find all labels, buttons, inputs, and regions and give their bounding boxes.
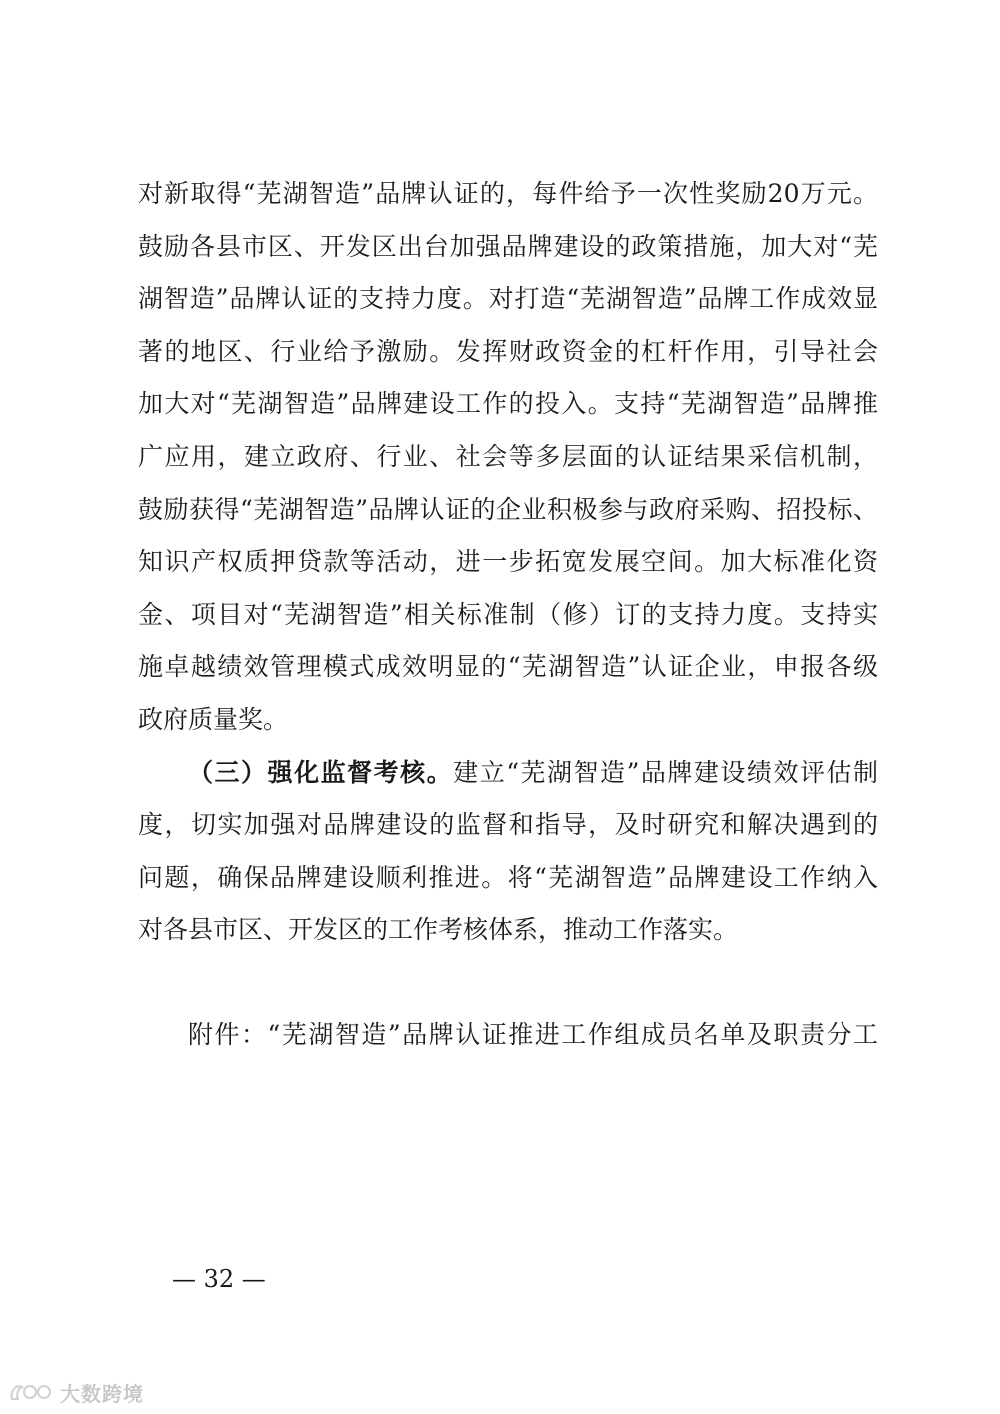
paragraph-line: 鼓励获得“芜湖智造”品牌认证的企业积极参与政府采购、招投标、	[138, 495, 878, 524]
attachment-line: 附件：“芜湖智造”品牌认证推进工作组成员名单及职责分工	[188, 1020, 878, 1049]
section-first-line-text: 建立“芜湖智造”品牌建设绩效评估制	[453, 758, 878, 787]
paragraph-line: 对各县市区、开发区的工作考核体系，推动工作落实。	[138, 915, 739, 944]
section-heading: （三）强化监督考核。	[188, 758, 454, 787]
paragraph-line: 金、项目对“芜湖智造”相关标准制（修）订的支持力度。支持实	[138, 600, 878, 629]
paragraph-line: 政府质量奖。	[138, 705, 289, 734]
watermark-logo-icon	[8, 1381, 56, 1403]
paragraph-line: 问题，确保品牌建设顺利推进。将“芜湖智造”品牌建设工作纳入	[138, 863, 878, 892]
paragraph-line: 施卓越绩效管理模式成效明显的“芜湖智造”认证企业，申报各级	[138, 652, 878, 681]
paragraph-line: 对新取得“芜湖智造”品牌认证的，每件给予一次性奖励20万元。	[138, 179, 878, 208]
watermark	[8, 1378, 144, 1406]
watermark-text: 大数跨境	[60, 1381, 144, 1406]
paragraph-line: 湖智造”品牌认证的支持力度。对打造“芜湖智造”品牌工作成效显	[138, 284, 878, 313]
paragraph-line: 知识产权质押贷款等活动，进一步拓宽发展空间。加大标准化资	[138, 547, 878, 576]
section-first-line	[188, 757, 878, 789]
paragraph-line: 鼓励各县市区、开发区出台加强品牌建设的政策措施，加大对“芜	[138, 232, 878, 261]
paragraph-line: 度，切实加强对品牌建设的监督和指导，及时研究和解决遇到的	[138, 810, 878, 839]
paragraph-line: 著的地区、行业给予激励。发挥财政资金的杠杆作用，引导社会	[138, 337, 878, 366]
page-number: — 32 —	[172, 1265, 266, 1293]
paragraph-line: 广应用，建立政府、行业、社会等多层面的认证结果采信机制，	[138, 442, 878, 471]
paragraph-line: 加大对“芜湖智造”品牌建设工作的投入。支持“芜湖智造”品牌推	[138, 389, 878, 418]
